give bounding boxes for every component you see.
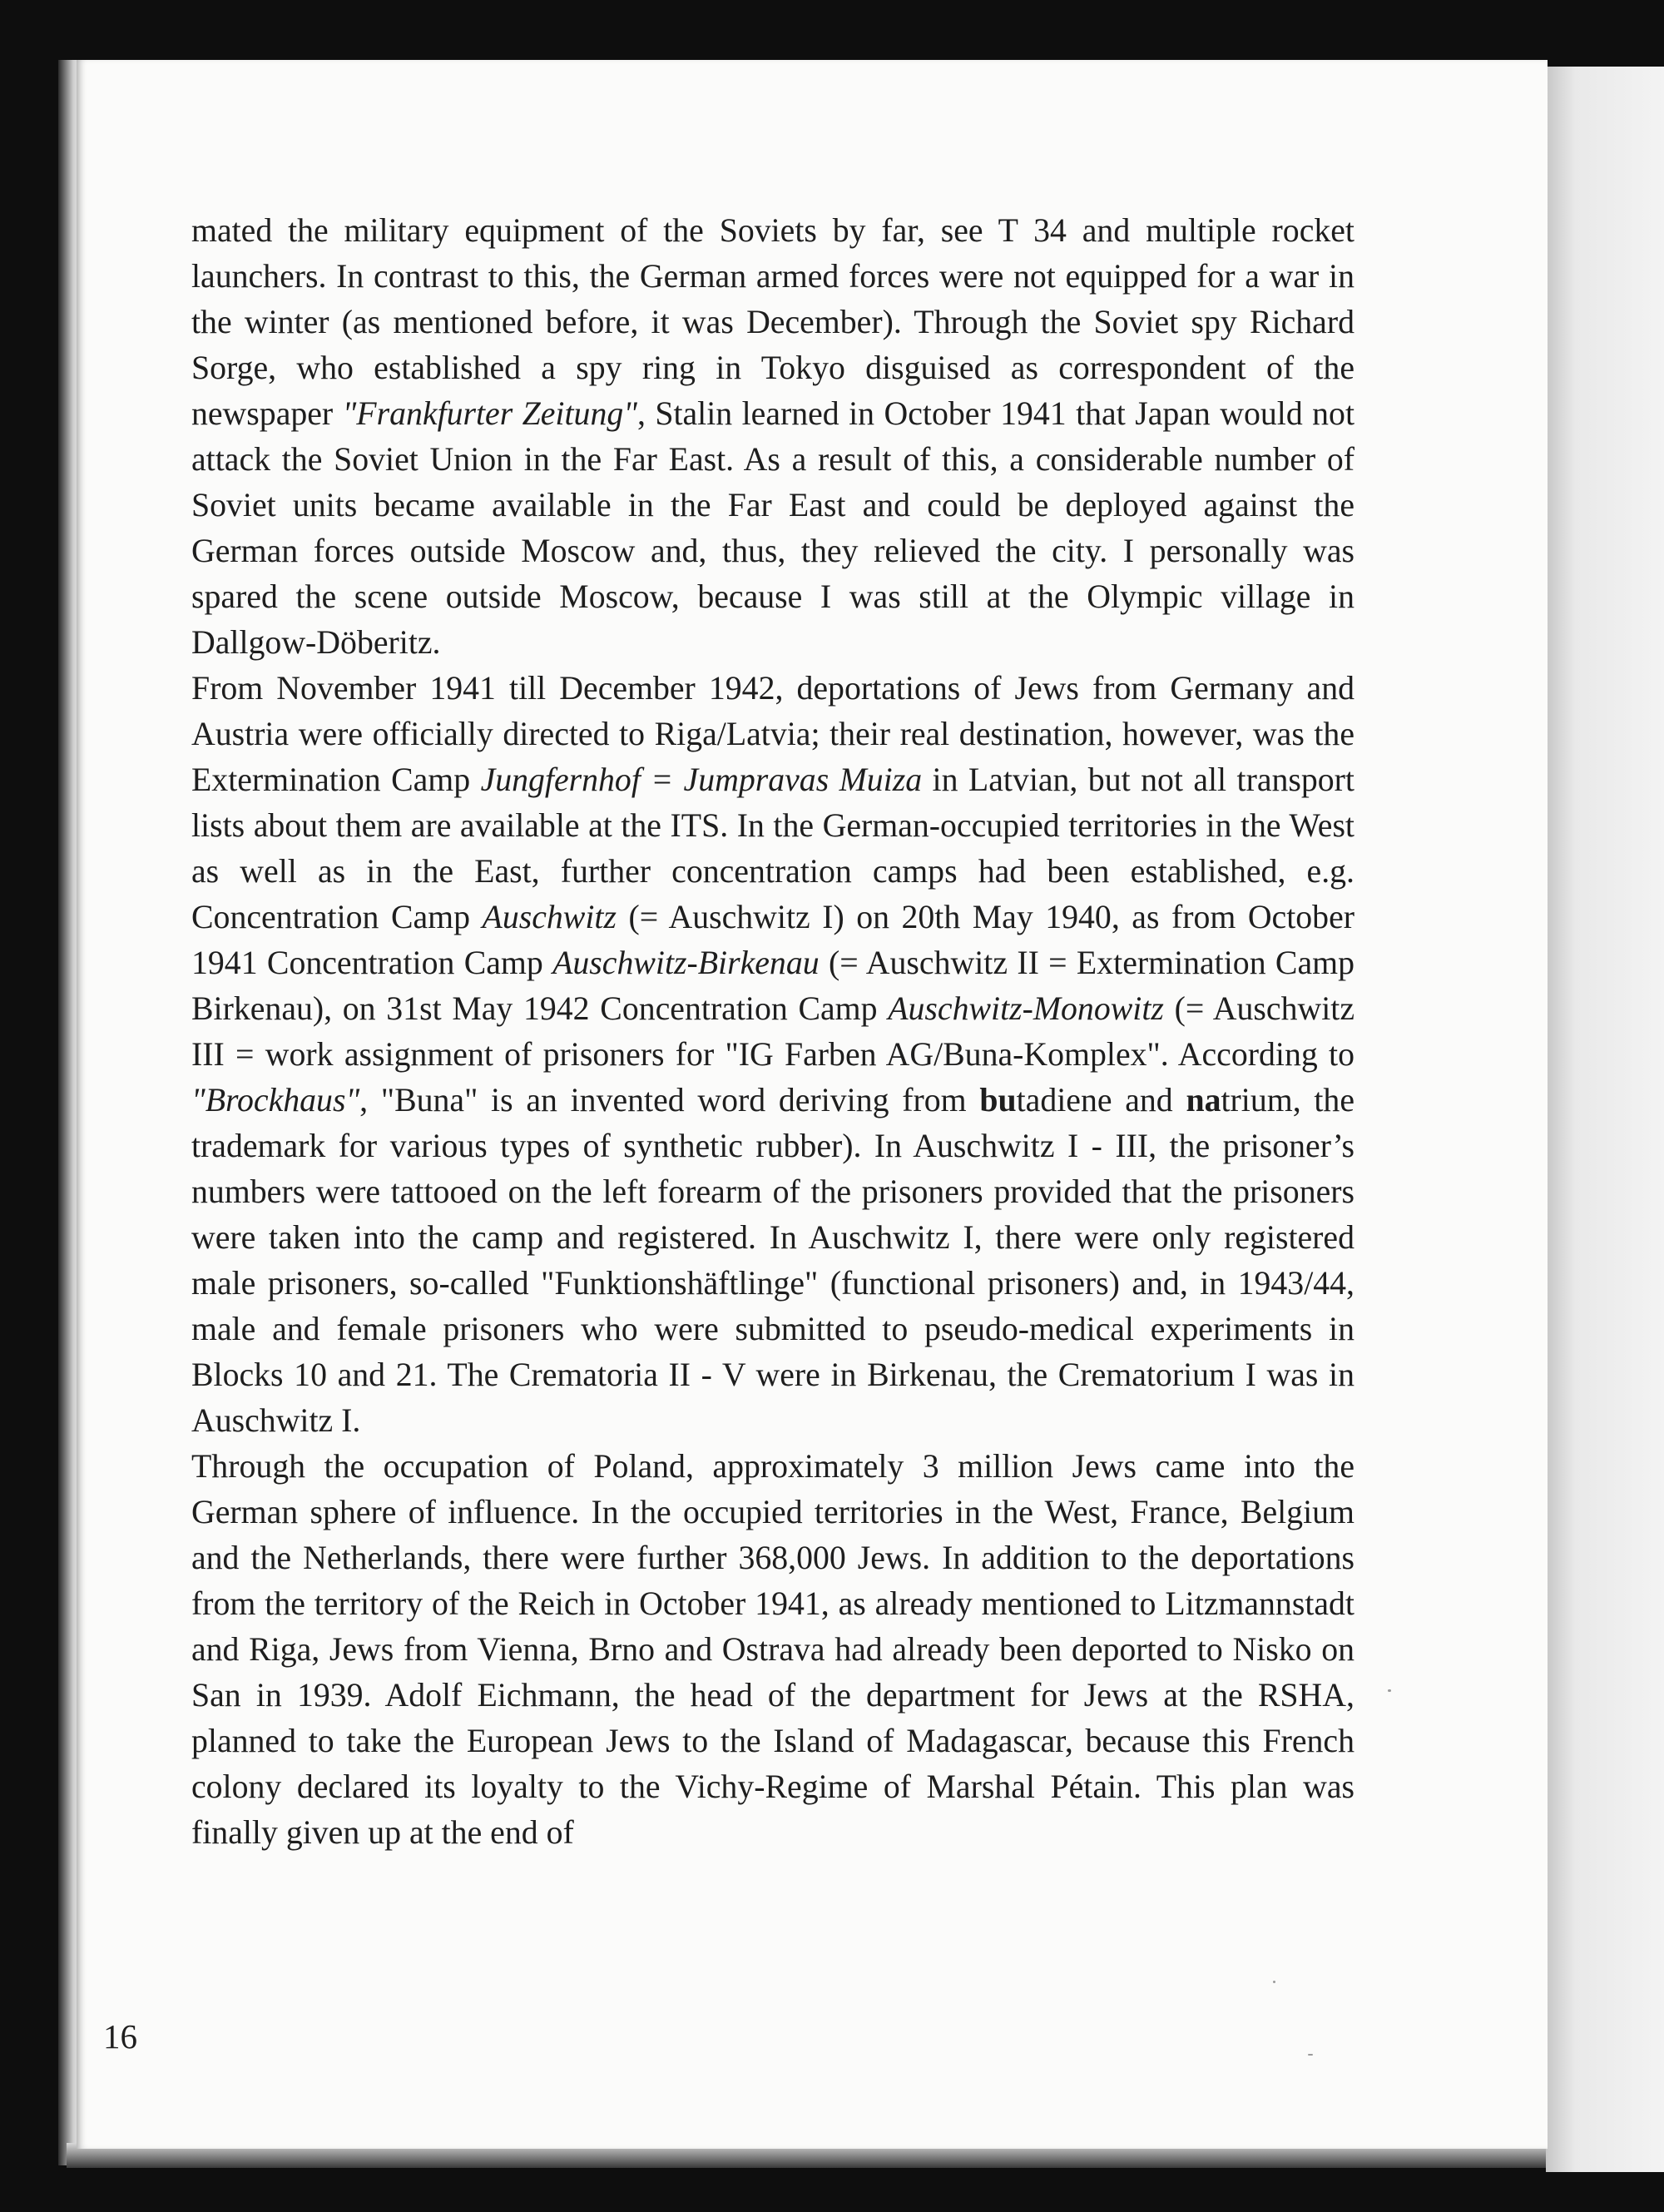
paragraph xyxy=(191,208,1354,666)
italic-place-name: Auschwitz-Monowitz xyxy=(888,990,1164,1027)
italic-title: "Frankfurter Zeitung" xyxy=(342,395,637,432)
text-run: , Stalin learned in October 1941 that Japan would not attack the Soviet Union in the Far East. As a result of this, a considerable number of Soviet units became available in the Far East and could be deployed against the German forces outside Moscow and, thus, they relieved the city. I personally was spared the scene outside Moscow, because I was still at the Olympic village in Dallgow-Döberitz. xyxy=(191,395,1354,661)
text-run: (= Auschwitz III = work assignment of prisoners for "IG Farben AG/Buna-Komplex". According to xyxy=(191,990,1354,1073)
paragraph xyxy=(191,1444,1354,1856)
page-number: 16 xyxy=(103,2017,137,2056)
text-run: Through the occupation of Poland, approximately 3 million Jews came into the German sphere of influence. In the occupied territories in the West, France, Belgium and the Netherlands, there were further 368,000 Jews. In addition to the deportations from the territory of the Reich in October 1941, as already mentioned to Litzmannstadt and Riga, Jews from Vienna, Brno and Ostrava had already been deported to Nisko on San in 1939. Adolf Eichmann, the head of the department for Jews at the RSHA, planned to take the European Jews to the Island of Madagascar, because this French colony declared its loyalty to the Vichy-Regime of Marshal Pétain. This plan was finally given up at the end of xyxy=(191,1448,1354,1851)
bold-syllable: na xyxy=(1186,1082,1221,1118)
text-run: From November 1941 till December 1942, deportations of Jews from Germany and Austria were officially directed to Riga/Latvia; their real destination, however, was the Extermination Camp xyxy=(191,670,1354,798)
text-run: mated the military equipment of the Soviets by far, see T 34 and multiple rocket launchers. In contrast to this, the German armed forces were not equipped for a war in the winter (as mentioned before, it was December). Through the Soviet spy Richard Sorge, who established a spy ring in Tokyo disguised as correspondent of the newspaper xyxy=(191,212,1354,432)
text-run: , "Buna" is an invented word deriving from xyxy=(359,1082,980,1118)
italic-place-name: Jungfernhof = Jumpravas Muiza xyxy=(480,761,923,798)
adjacent-page-edge xyxy=(1546,67,1664,2172)
body-text xyxy=(191,208,1354,1856)
dust-speck xyxy=(1388,1689,1391,1692)
dust-speck xyxy=(1308,2054,1313,2056)
text-run: in Latvian, but not all transport lists about them are available at the ITS. In the German-occupied territories in the West as well as in the East, further concentration camps had been established, e.g. Concentration Camp xyxy=(191,761,1354,935)
text-run: tadiene and xyxy=(1016,1082,1186,1118)
italic-place-name: Auschwitz-Birkenau xyxy=(552,945,820,981)
dust-speck xyxy=(1273,1981,1275,1983)
text-run: (= Auschwitz II = Extermination Camp Birkenau), on 31st May 1942 Concentration Camp xyxy=(191,945,1354,1027)
paragraph xyxy=(191,666,1354,1444)
text-run: (= Auschwitz I) on 20th May 1940, as from October 1941 Concentration Camp xyxy=(191,899,1354,981)
text-run: trium, the trademark for various types of synthetic rubber). In Auschwitz I - III, the prisoner’s numbers were tattooed on the left forearm of the prisoners provided that the prisoners were taken into the camp and registered. In Auschwitz I, there were only registered male prisoners, so-called "Funktionshäftlinge" (functional prisoners) and, in 1943/44, male and female prisoners who were submitted to pseudo-medical experiments in Blocks 10 and 21. The Crematoria II - V were in Birkenau, the Crematorium I was in Auschwitz I. xyxy=(191,1082,1354,1439)
italic-title: "Brockhaus" xyxy=(191,1082,360,1118)
italic-place-name: Auschwitz xyxy=(482,899,617,935)
bold-syllable: bu xyxy=(979,1082,1017,1118)
